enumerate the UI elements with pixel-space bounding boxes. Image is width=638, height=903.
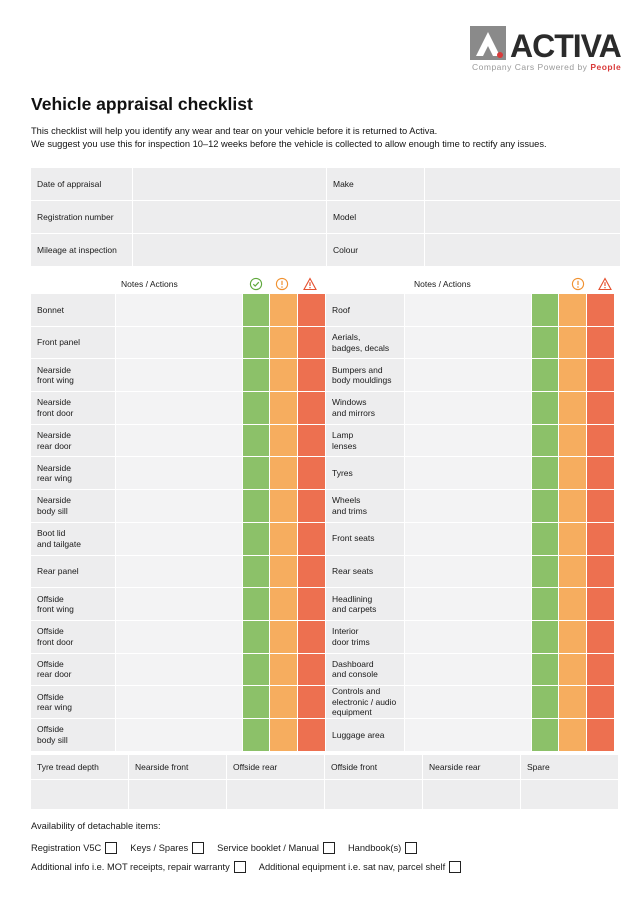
- activa-logo: [470, 26, 626, 76]
- notes-field[interactable]: [405, 294, 531, 326]
- checklist-row: [31, 686, 620, 718]
- status-attention-cell[interactable]: [559, 490, 586, 522]
- status-ok-cell[interactable]: [532, 457, 558, 489]
- status-attention-cell[interactable]: [559, 686, 586, 718]
- checklist-row: [31, 425, 620, 457]
- status-attention-cell[interactable]: [559, 327, 586, 359]
- make-field[interactable]: [425, 168, 620, 200]
- item-label: Nearside rear wing: [31, 457, 115, 489]
- notes-field[interactable]: [116, 621, 242, 653]
- status-ok-cell[interactable]: [243, 686, 269, 718]
- status-urgent-cell[interactable]: [298, 425, 325, 457]
- status-ok-cell[interactable]: [243, 556, 269, 588]
- item-label: Nearside body sill: [31, 490, 115, 522]
- status-attention-cell[interactable]: [559, 523, 586, 555]
- checklist-row: [31, 294, 620, 326]
- checklist-grid: [31, 294, 620, 752]
- notes-header-right: Notes / Actions: [414, 279, 471, 289]
- status-urgent-cell[interactable]: [298, 359, 325, 391]
- status-attention-cell[interactable]: [270, 294, 297, 326]
- brand-tagline: Company Cars Powered by People: [472, 62, 622, 72]
- checklist-row: [31, 327, 620, 359]
- status-ok-cell[interactable]: [243, 588, 269, 620]
- status-urgent-cell[interactable]: [587, 327, 614, 359]
- tyre-value-field[interactable]: [325, 780, 422, 809]
- warning-triangle-icon: [303, 277, 317, 291]
- checklist-row: [31, 588, 620, 620]
- model-field[interactable]: [425, 201, 620, 233]
- availability-line-2: [31, 861, 474, 873]
- checklist-row: [31, 490, 620, 522]
- item-label: Rear panel: [31, 556, 115, 588]
- item-label: Roof: [326, 294, 404, 326]
- item-label: Interior door trims: [326, 621, 404, 653]
- item-label: Offside front door: [31, 621, 115, 653]
- status-attention-cell[interactable]: [270, 719, 297, 751]
- status-attention-cell[interactable]: [559, 621, 586, 653]
- status-ok-cell[interactable]: [243, 327, 269, 359]
- status-attention-cell[interactable]: [559, 359, 586, 391]
- status-urgent-cell[interactable]: [298, 719, 325, 751]
- status-ok-cell[interactable]: [532, 621, 558, 653]
- handbooks-checkbox[interactable]: [405, 842, 417, 854]
- info-label: Model: [327, 201, 424, 233]
- notes-field[interactable]: [405, 654, 531, 686]
- status-urgent-cell[interactable]: [587, 425, 614, 457]
- notes-field[interactable]: [116, 327, 242, 359]
- status-attention-cell[interactable]: [270, 654, 297, 686]
- tyre-value-row: [31, 780, 620, 809]
- tyre-value-field[interactable]: [31, 780, 128, 809]
- check-circle-icon: [249, 277, 263, 291]
- status-ok-cell[interactable]: [532, 686, 558, 718]
- status-attention-cell[interactable]: [270, 457, 297, 489]
- item-label: Controls and electronic / audio equipment: [326, 686, 404, 718]
- checklist-row: [31, 719, 620, 751]
- intro-text: [31, 125, 621, 151]
- status-ok-cell[interactable]: [532, 719, 558, 751]
- keys-spares-checkbox[interactable]: [192, 842, 204, 854]
- logo-triangle-icon: [470, 26, 506, 60]
- tyre-header: Offside front: [325, 755, 422, 779]
- notes-field[interactable]: [116, 523, 242, 555]
- status-ok-cell[interactable]: [243, 359, 269, 391]
- info-row: [31, 201, 620, 233]
- item-label: Offside rear door: [31, 654, 115, 686]
- checklist-row: [31, 523, 620, 555]
- date-of-appraisal-field[interactable]: [133, 168, 326, 200]
- item-label: Additional equipment i.e. sat nav, parcel shelf: [258, 862, 446, 872]
- item-label: Service booklet / Manual: [217, 843, 319, 853]
- info-label: Mileage at inspection: [31, 234, 132, 266]
- checklist-row: [31, 556, 620, 588]
- status-urgent-cell[interactable]: [587, 686, 614, 718]
- notes-field[interactable]: [405, 490, 531, 522]
- registration-v5c-checkbox[interactable]: [105, 842, 117, 854]
- notes-field[interactable]: [405, 686, 531, 718]
- item-label: Bonnet: [31, 294, 115, 326]
- checklist-header: [31, 276, 620, 292]
- vehicle-info-table: [31, 168, 620, 267]
- item-label: Lamp lenses: [326, 425, 404, 457]
- item-label: Nearside front wing: [31, 359, 115, 391]
- status-attention-cell[interactable]: [270, 425, 297, 457]
- status-attention-cell[interactable]: [270, 556, 297, 588]
- tyre-value-field[interactable]: [521, 780, 618, 809]
- status-attention-cell[interactable]: [559, 556, 586, 588]
- tyre-table: [31, 755, 620, 809]
- item-label: Registration V5C: [31, 843, 102, 853]
- notes-field[interactable]: [405, 425, 531, 457]
- status-attention-cell[interactable]: [270, 523, 297, 555]
- status-attention-cell[interactable]: [559, 654, 586, 686]
- checklist-row: [31, 392, 620, 424]
- info-label: Colour: [327, 234, 424, 266]
- status-attention-cell[interactable]: [559, 392, 586, 424]
- status-attention-cell[interactable]: [559, 457, 586, 489]
- item-label: Rear seats: [326, 556, 404, 588]
- intro-line: We suggest you use this for inspection 10–12 weeks before the vehicle is collected to allow enough time to rectify any issues.: [31, 139, 547, 149]
- status-urgent-cell[interactable]: [298, 327, 325, 359]
- tyre-header-row: [31, 755, 620, 779]
- status-attention-cell[interactable]: [559, 588, 586, 620]
- availability-line-1: [31, 842, 430, 854]
- status-urgent-cell[interactable]: [298, 523, 325, 555]
- status-urgent-cell[interactable]: [587, 490, 614, 522]
- item-label: Headlining and carpets: [326, 588, 404, 620]
- item-label: Bumpers and body mouldings: [326, 359, 404, 391]
- notes-field[interactable]: [116, 359, 242, 391]
- status-ok-cell[interactable]: [243, 654, 269, 686]
- tyre-value-field[interactable]: [227, 780, 324, 809]
- item-label: Luggage area: [326, 719, 404, 751]
- notes-field[interactable]: [116, 654, 242, 686]
- notes-field[interactable]: [116, 490, 242, 522]
- notes-field[interactable]: [405, 556, 531, 588]
- status-urgent-cell[interactable]: [298, 457, 325, 489]
- tyre-header: Nearside front: [129, 755, 226, 779]
- tyre-header: Tyre tread depth: [31, 755, 128, 779]
- status-urgent-cell[interactable]: [587, 523, 614, 555]
- checklist-row: [31, 359, 620, 391]
- tyre-header: Spare: [521, 755, 618, 779]
- status-urgent-cell[interactable]: [587, 294, 614, 326]
- notes-field[interactable]: [405, 392, 531, 424]
- warning-triangle-icon: [598, 277, 612, 291]
- item-label: Windows and mirrors: [326, 392, 404, 424]
- status-ok-cell[interactable]: [243, 457, 269, 489]
- status-urgent-cell[interactable]: [587, 621, 614, 653]
- status-ok-cell[interactable]: [243, 392, 269, 424]
- brand-name: ACTIVA: [510, 28, 621, 64]
- item-label: Wheels and trims: [326, 490, 404, 522]
- info-row: [31, 234, 620, 266]
- intro-line: This checklist will help you identify any wear and tear on your vehicle before it is returned to Activa.: [31, 126, 438, 136]
- notes-field[interactable]: [116, 719, 242, 751]
- status-attention-cell[interactable]: [270, 359, 297, 391]
- notes-field[interactable]: [116, 425, 242, 457]
- tyre-value-field[interactable]: [129, 780, 226, 809]
- status-ok-cell[interactable]: [532, 359, 558, 391]
- notes-header-left: Notes / Actions: [121, 279, 178, 289]
- item-label: Aerials, badges, decals: [326, 327, 404, 359]
- item-label: Boot lid and tailgate: [31, 523, 115, 555]
- notes-field[interactable]: [405, 359, 531, 391]
- status-urgent-cell[interactable]: [298, 294, 325, 326]
- item-label: Offside rear wing: [31, 686, 115, 718]
- item-label: Offside front wing: [31, 588, 115, 620]
- status-attention-cell[interactable]: [559, 719, 586, 751]
- status-urgent-cell[interactable]: [298, 588, 325, 620]
- item-label: Handbook(s): [347, 843, 402, 853]
- status-urgent-cell[interactable]: [298, 556, 325, 588]
- status-ok-cell[interactable]: [532, 425, 558, 457]
- item-label: Front seats: [326, 523, 404, 555]
- item-label: Dashboard and console: [326, 654, 404, 686]
- status-ok-cell[interactable]: [243, 523, 269, 555]
- status-ok-cell[interactable]: [243, 490, 269, 522]
- info-label: Make: [327, 168, 424, 200]
- page-title: Vehicle appraisal checklist: [31, 94, 253, 114]
- notes-field[interactable]: [405, 327, 531, 359]
- status-attention-cell[interactable]: [270, 621, 297, 653]
- status-urgent-cell[interactable]: [298, 490, 325, 522]
- notes-field[interactable]: [405, 719, 531, 751]
- notes-field[interactable]: [405, 457, 531, 489]
- status-ok-cell[interactable]: [532, 490, 558, 522]
- status-urgent-cell[interactable]: [587, 457, 614, 489]
- status-attention-cell[interactable]: [270, 327, 297, 359]
- status-ok-cell[interactable]: [532, 294, 558, 326]
- status-ok-cell[interactable]: [532, 556, 558, 588]
- status-attention-cell[interactable]: [270, 588, 297, 620]
- registration-number-field[interactable]: [133, 201, 326, 233]
- exclamation-circle-icon: [571, 277, 585, 291]
- checklist-row: [31, 654, 620, 686]
- additional-info-checkbox[interactable]: [234, 861, 246, 873]
- status-ok-cell[interactable]: [243, 425, 269, 457]
- item-label: Nearside rear door: [31, 425, 115, 457]
- tyre-value-field[interactable]: [423, 780, 520, 809]
- item-label: Tyres: [326, 457, 404, 489]
- status-attention-cell[interactable]: [559, 294, 586, 326]
- status-ok-cell[interactable]: [532, 654, 558, 686]
- item-label: Additional info i.e. MOT receipts, repair warranty: [31, 862, 230, 872]
- mileage-field[interactable]: [133, 234, 326, 266]
- status-urgent-cell[interactable]: [298, 621, 325, 653]
- notes-field[interactable]: [116, 457, 242, 489]
- status-attention-cell[interactable]: [270, 686, 297, 718]
- notes-field[interactable]: [116, 686, 242, 718]
- item-label: Keys / Spares: [130, 843, 189, 853]
- status-attention-cell[interactable]: [559, 425, 586, 457]
- checklist-row: [31, 457, 620, 489]
- status-urgent-cell[interactable]: [298, 392, 325, 424]
- exclamation-circle-icon: [275, 277, 289, 291]
- status-ok-cell[interactable]: [532, 392, 558, 424]
- info-label: Date of appraisal: [31, 168, 132, 200]
- tyre-header: Nearside rear: [423, 755, 520, 779]
- status-urgent-cell[interactable]: [298, 654, 325, 686]
- notes-field[interactable]: [116, 556, 242, 588]
- notes-field[interactable]: [405, 588, 531, 620]
- tyre-header: Offside rear: [227, 755, 324, 779]
- item-label: Offside body sill: [31, 719, 115, 751]
- status-ok-cell[interactable]: [243, 294, 269, 326]
- status-attention-cell[interactable]: [270, 490, 297, 522]
- status-urgent-cell[interactable]: [298, 686, 325, 718]
- status-ok-cell[interactable]: [532, 523, 558, 555]
- notes-field[interactable]: [116, 392, 242, 424]
- checklist-row: [31, 621, 620, 653]
- status-urgent-cell[interactable]: [587, 359, 614, 391]
- status-ok-cell[interactable]: [532, 327, 558, 359]
- notes-field[interactable]: [116, 588, 242, 620]
- info-label: Registration number: [31, 201, 132, 233]
- info-row: [31, 168, 620, 200]
- status-ok-cell[interactable]: [243, 719, 269, 751]
- status-attention-cell[interactable]: [270, 392, 297, 424]
- status-urgent-cell[interactable]: [587, 654, 614, 686]
- notes-field[interactable]: [405, 523, 531, 555]
- notes-field[interactable]: [116, 294, 242, 326]
- item-label: Front panel: [31, 327, 115, 359]
- additional-equipment-checkbox[interactable]: [449, 861, 461, 873]
- status-ok-cell[interactable]: [243, 621, 269, 653]
- notes-field[interactable]: [405, 621, 531, 653]
- status-urgent-cell[interactable]: [587, 719, 614, 751]
- status-ok-cell[interactable]: [532, 588, 558, 620]
- status-urgent-cell[interactable]: [587, 588, 614, 620]
- colour-field[interactable]: [425, 234, 620, 266]
- status-urgent-cell[interactable]: [587, 392, 614, 424]
- availability-heading: Availability of detachable items:: [31, 821, 161, 831]
- status-urgent-cell[interactable]: [587, 556, 614, 588]
- service-booklet-checkbox[interactable]: [323, 842, 335, 854]
- item-label: Nearside front door: [31, 392, 115, 424]
